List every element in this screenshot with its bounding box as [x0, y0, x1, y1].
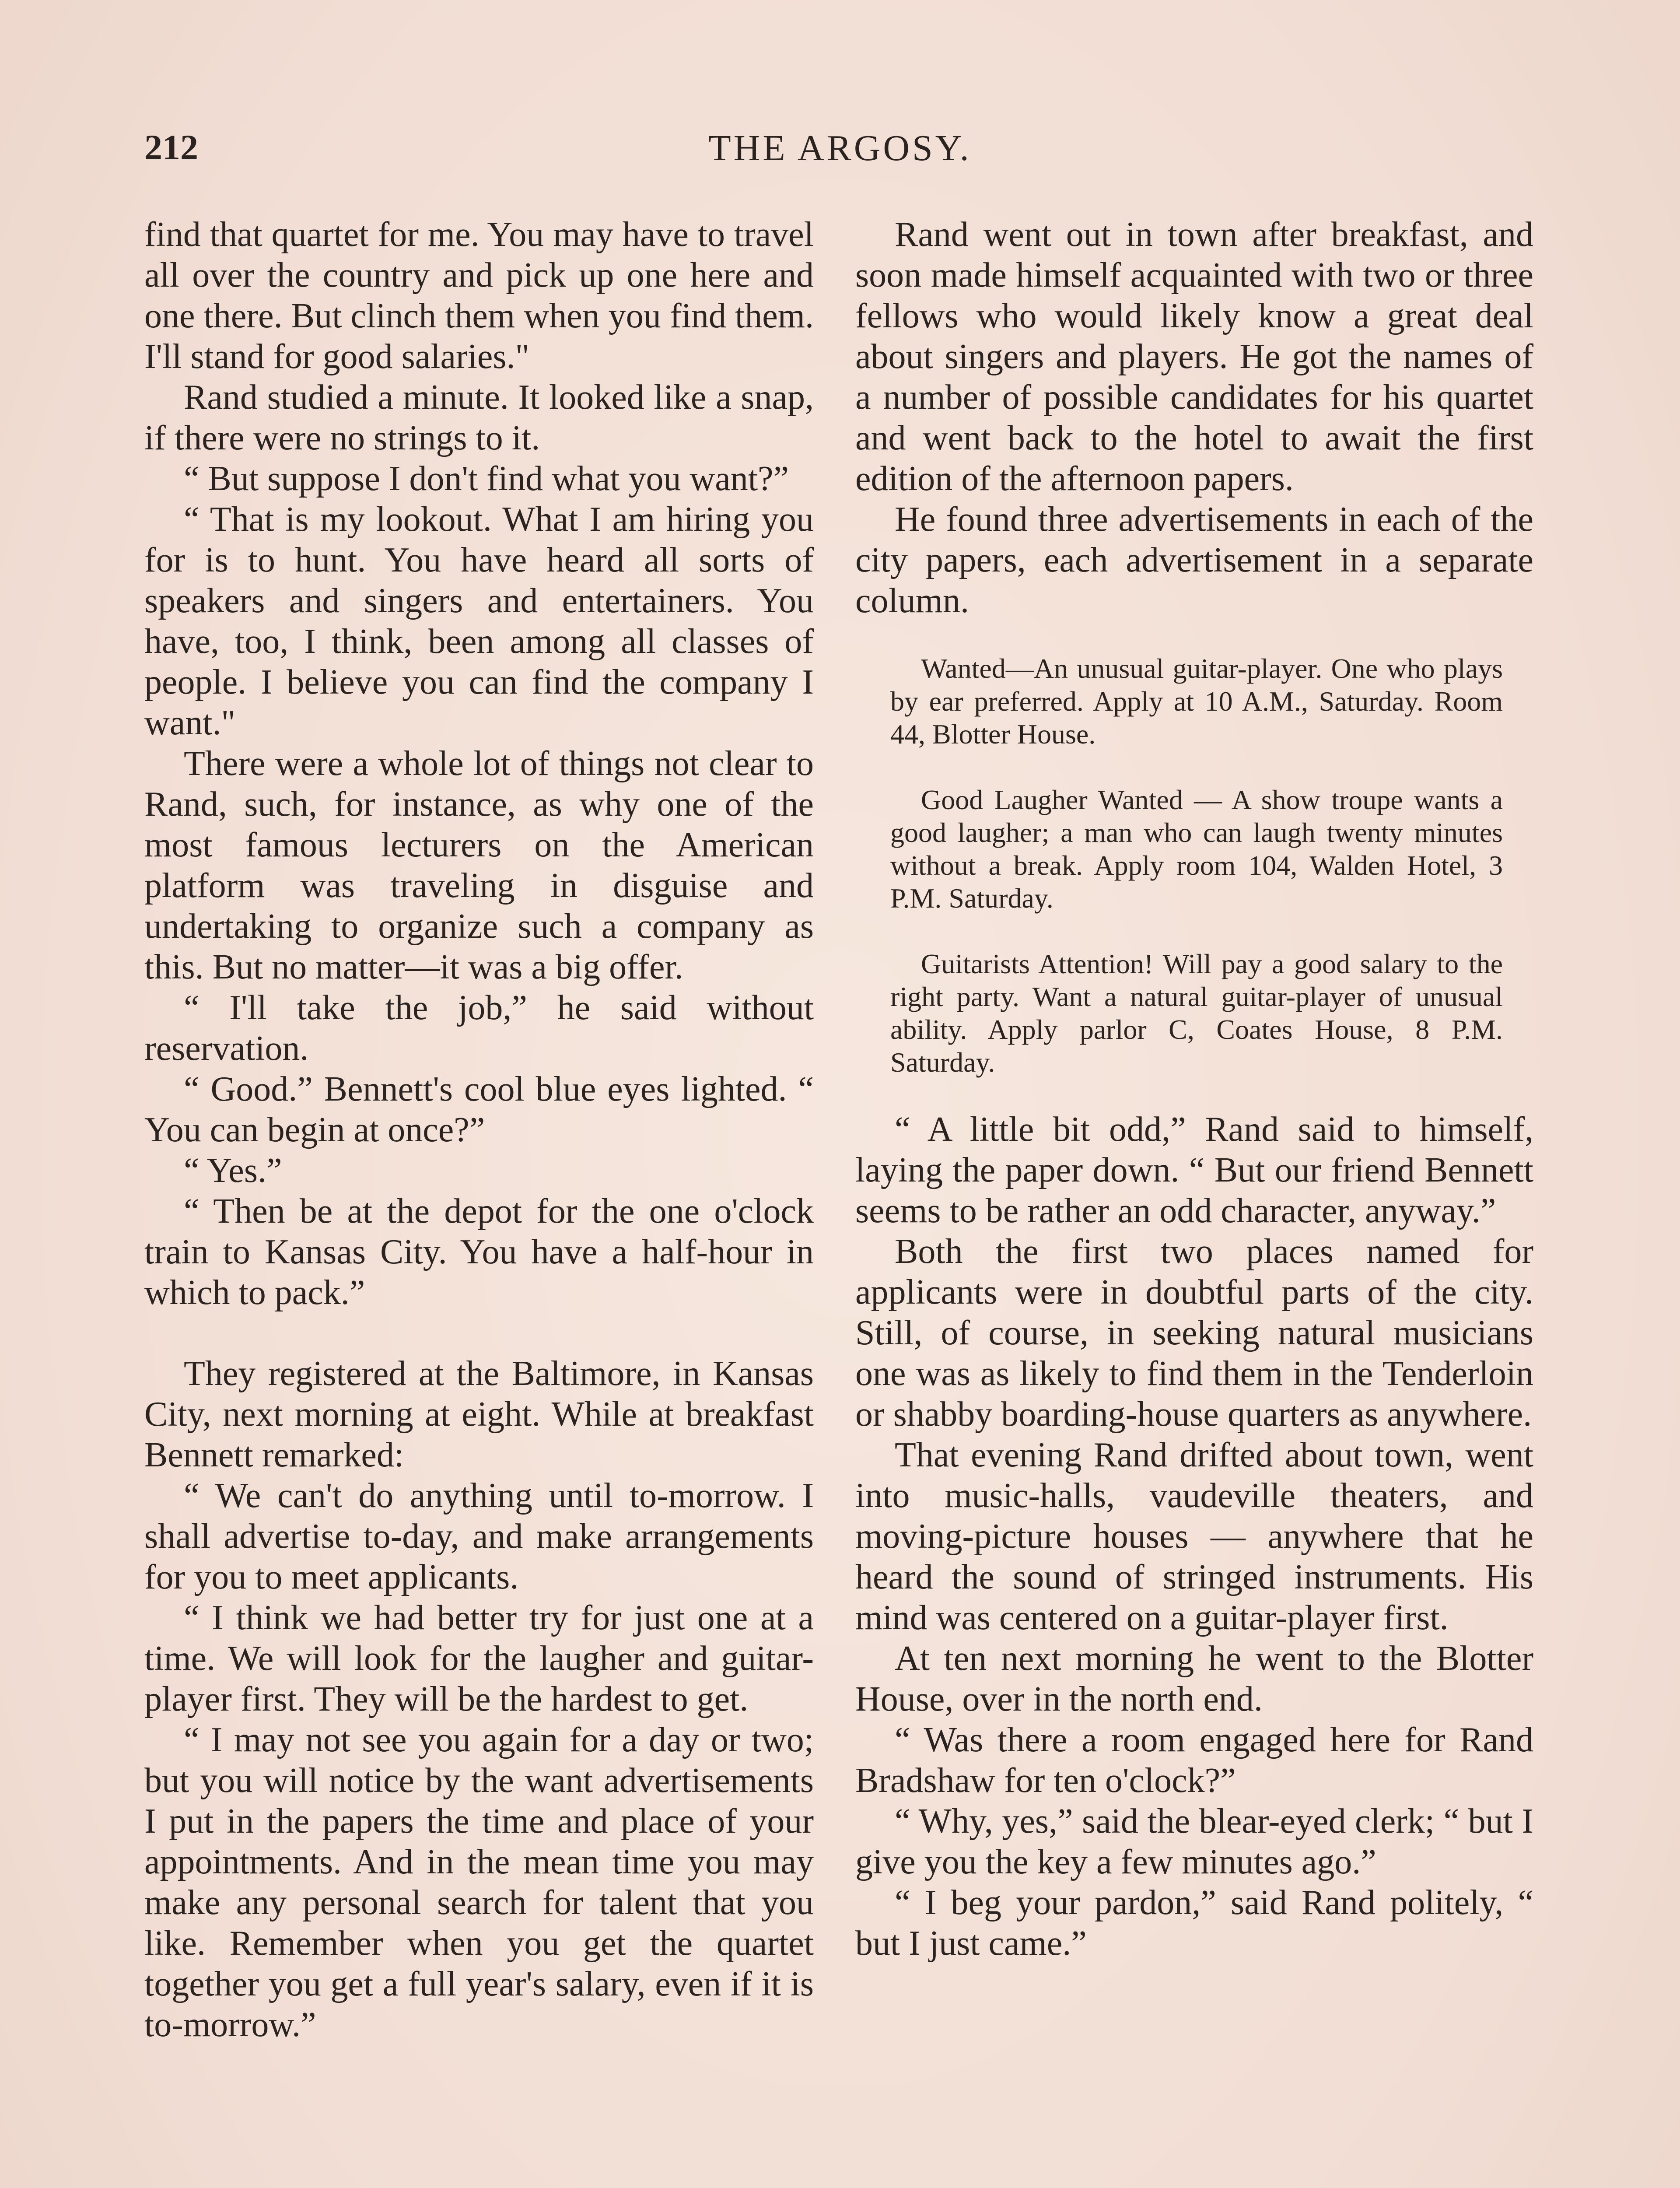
advertisement: [890, 947, 1503, 1079]
advertisement-text: Good Laugher Wanted — A show troupe wants a good laugher; a man who can laugh twenty minutes without a break. Apply room 104, Walden Hotel, 3 P.M. Saturday.: [890, 784, 1503, 914]
paragraph: Both the first two places named for applicants were in doubtful parts of the city. Still, of course, in seeking natural musicians one was as likely to find them in the Tenderloin or shabby boarding-house quarters as anywhere.: [855, 1232, 1533, 1434]
paragraph: At ten next morning he went to the Blotter House, over in the north end.: [855, 1639, 1533, 1718]
paragraph: “ We can't do anything until to-morrow. I shall advertise to-day, and make arrangements for you to meet applicants.: [144, 1476, 814, 1596]
paragraph: “ Why, yes,” said the blear-eyed clerk; “ but I give you the key a few minutes ago.”: [855, 1802, 1533, 1881]
paragraph: “ I think we had better try for just one at a time. We will look for the laugher and guitar-player first. They will be the hardest to get.: [144, 1599, 814, 1718]
right-column-top: [855, 214, 1533, 621]
advertisement-text: Guitarists Attention! Will pay a good salary to the right party. Want a natural guitar-player of unusual ability. Apply parlor C, Coates House, 8 P.M. Saturday.: [890, 948, 1503, 1078]
left-column: [144, 214, 814, 2045]
paragraph: “ But suppose I don't find what you want?”: [184, 459, 789, 498]
paragraph: “ A little bit odd,” Rand said to himself, laying the paper down. “ But our friend Bennett seems to be rather an odd character, anyway.”: [855, 1110, 1533, 1230]
right-column-bottom: [855, 1109, 1533, 1964]
paragraph: They registered at the Baltimore, in Kansas City, next morning at eight. While at breakfast Bennett remarked:: [144, 1354, 814, 1474]
paragraph: find that quartet for me. You may have to travel all over the country and pick up one here and one there. But clinch them when you find them. I'll stand for good salaries.": [144, 215, 814, 376]
advertisement: [890, 652, 1503, 750]
advertisement-text: Wanted—An unusual guitar-player. One who plays by ear preferred. Apply at 10 A.M., Saturday. Room 44, Blotter House.: [890, 653, 1503, 750]
paragraph: Rand studied a minute. It looked like a snap, if there were no strings to it.: [144, 378, 814, 457]
paragraph: That evening Rand drifted about town, went into music-halls, vaudeville theaters, and moving-picture houses — anywhere that he heard the sound of stringed instruments. His mind was centered on a guitar-player first.: [855, 1436, 1533, 1637]
advertisement: [890, 783, 1503, 915]
paragraph: “ Good.” Bennett's cool blue eyes lighted. “ You can begin at once?”: [144, 1070, 814, 1149]
paragraph: “ I'll take the job,” he said without reservation.: [144, 989, 814, 1068]
paragraph: “ I may not see you again for a day or two; but you will notice by the want advertisements I put in the papers the time and place of your appointments. And in the mean time you may make any personal search for talent that you like. Remember when you get the quartet together you get a full year's salary, even if it is to-morrow.”: [144, 1721, 814, 2044]
paragraph: “ Was there a room engaged here for Rand Bradshaw for ten o'clock?”: [855, 1721, 1533, 1800]
running-title: THE ARGOSY.: [708, 128, 972, 168]
paragraph: “ Yes.”: [184, 1151, 282, 1190]
paragraph: “ Then be at the depot for the one o'clock train to Kansas City. You have a half-hour in which to pack.”: [144, 1192, 814, 1312]
paragraph: “ I beg your pardon,” said Rand politely, “ but I just came.”: [855, 1883, 1533, 1963]
page-number: 212: [144, 127, 198, 167]
paragraph: He found three advertisements in each of the city papers, each advertisement in a separate column.: [855, 500, 1533, 620]
paragraph: There were a whole lot of things not clear to Rand, such, for instance, as why one of the most famous lecturers on the American platform was traveling in disguise and undertaking to organize such a company as this. But no matter—it was a big offer.: [144, 744, 814, 986]
page-header: [144, 127, 1536, 179]
paragraph: Rand went out in town after breakfast, and soon made himself acquainted with two or three fellows who would likely know a great deal about singers and players. He got the names of a number of possible candidates for his quartet and went back to the hotel to await the first edition of the afternoon papers.: [855, 215, 1533, 498]
paragraph: “ That is my lookout. What I am hiring you for is to hunt. You have heard all sorts of speakers and singers and entertainers. You have, too, I think, been among all classes of people. I believe you can find the company I want.": [144, 500, 814, 742]
right-column: [855, 214, 1533, 1964]
advertisements: [855, 652, 1533, 1079]
